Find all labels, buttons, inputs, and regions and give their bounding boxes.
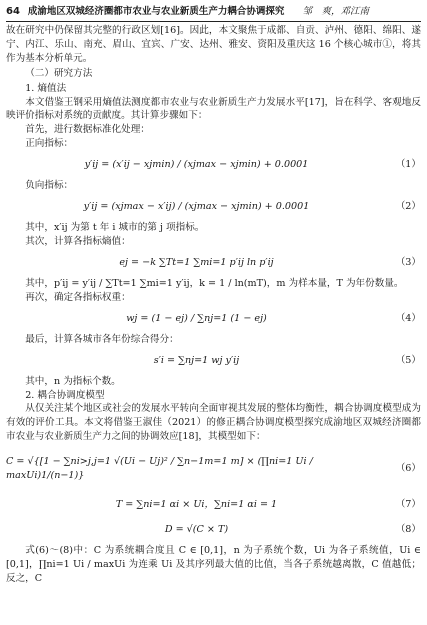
equation-6: [6, 447, 421, 491]
equation-1-number: （1）: [395, 159, 421, 171]
equation-7: [6, 494, 421, 516]
equation-8-number: （8）: [395, 524, 421, 536]
paragraph-entropy-intro: 本文借鉴王钢采用熵值法测度都市农业与农业新质生产力发展水平[17]，旨在科学、客观地反映评价指标对系统的贡献度。其计算步骤如下：: [6, 96, 421, 122]
equation-4: [6, 308, 421, 330]
equation-5-body: s′i = ∑nj=1 wj y′ij: [153, 354, 240, 366]
equation-7-number: （7）: [395, 499, 421, 511]
section-heading-methods: （二）研究方法: [25, 67, 93, 79]
paragraph-p-def: 其中，p′ij = y′ij / ∑Tt=1 ∑mi=1 y′ij，k = 1 / ln(mT)，m 为样本量，T 为年份数量。: [25, 277, 404, 289]
equation-6-number: （6）: [395, 463, 421, 475]
equation-7-body: T = ∑ni=1 αi × Ui，∑ni=1 αi = 1: [115, 499, 278, 511]
journal-title: 成渝地区双城经济圈都市农业与农业新质生产力耦合协调探究: [27, 6, 285, 18]
equation-3-number: （3）: [395, 256, 421, 268]
paragraph-standardize: 首先，进行数据标准化处理：: [25, 124, 150, 136]
equation-5-number: （5）: [395, 354, 421, 366]
paragraph-coupling-intro: 从仅关注某个地区或社会的发展水平转向全面审视其发展的整体均衡性，耦合协调度模型成为有效的评价工具。本文将借鉴王淑佳（2021）的修正耦合协调度模型探究成渝地区双城经济圈都市农业与农业新质生产力之间的协调效应[18]，其模型如下：: [6, 403, 421, 443]
running-header: [6, 3, 421, 22]
equation-1-body: y′ij = (x′ij − xjmin) / (xjmax − xjmin) + 0.0001: [84, 159, 309, 171]
equation-6-body: C = √{[1 − ∑ni>j,j=1 √(Ui − Uj)² / ∑n−1m=1 m] × (∏ni=1 Ui / maxUi)1/(n−1)}: [6, 456, 313, 482]
paragraph-weight-step: 再次，确定各指标权重：: [25, 291, 131, 303]
equation-2: [6, 196, 421, 218]
page-number: 64: [6, 5, 20, 17]
equation-1: [6, 154, 421, 176]
equation-3: [6, 252, 421, 274]
equation-2-body: y′ij = (xjmax − x′ij) / (xjmax − xjmin) + 0.0001: [83, 201, 310, 213]
label-positive: 正向指标：: [25, 138, 74, 150]
equation-5: [6, 350, 421, 372]
subheading-entropy: 1. 熵值法: [25, 82, 67, 94]
paragraph-entropy-step: 其次，计算各指标熵值：: [25, 235, 131, 247]
label-negative: 负向指标：: [25, 180, 74, 192]
paragraph-n-def: 其中，n 为指标个数。: [25, 375, 121, 387]
paragraph-variable-defs: 式(6)～(8)中：C 为系统耦合度且 C ∈ [0,1]，n 为子系统个数，Ui 为各子系统值，Ui ∈ [0,1]，∏ni=1 Ui / maxUi 为连乘 Ui 及其序列最大值的比值，当各子系统越离散，C 值越低；反之，C: [6, 545, 421, 584]
header-authors: 邹 爽，邓江南: [302, 6, 369, 18]
paragraph-x-def: 其中，x′ij 为第 t 年 i 城市的第 j 项指标。: [25, 222, 205, 234]
main-text: [6, 24, 421, 586]
paragraph-score-step: 最后，计算各城市各年份综合得分：: [25, 333, 179, 345]
equation-8: [6, 519, 421, 541]
equation-4-body: wj = (1 − ej) / ∑nj=1 (1 − ej): [126, 312, 267, 324]
equation-2-number: （2）: [395, 201, 421, 213]
equation-4-number: （4）: [395, 312, 421, 324]
subheading-coupling: 2. 耦合协调度模型: [25, 389, 105, 401]
equation-3-body: ej = −k ∑Tt=1 ∑mi=1 p′ij ln p′ij: [119, 256, 274, 268]
equation-8-body: D = √(C × T): [164, 524, 229, 536]
paragraph-1: 故在研究中仍保留其完整的行政区划[16]。因此，本文聚焦于成都、自贡、泸州、德阳、绵阳、遂宁、内江、乐山、南充、眉山、宜宾、广安、达州、雅安、资阳及重庆这 16 个核心城市①，将其作为基本分析单元。: [6, 25, 421, 64]
